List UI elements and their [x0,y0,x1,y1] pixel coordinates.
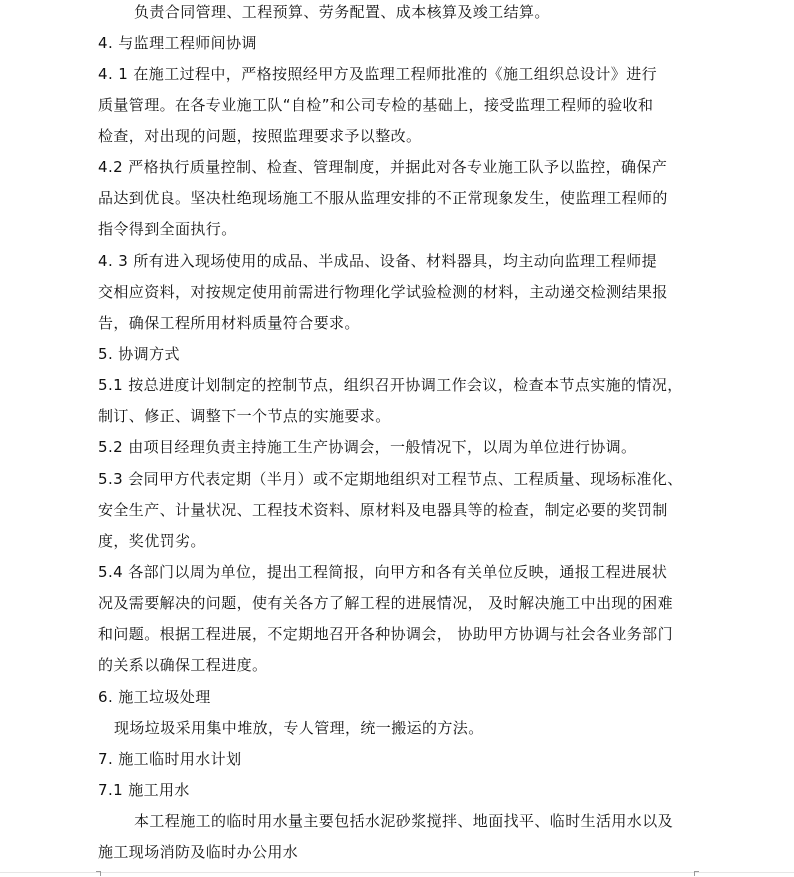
text-line: 4. 1 在施工过程中，严格按照经甲方及监理工程师批准的《施工组织总设计》进行 [98,65,657,83]
crop-mark-bottom-right [694,871,699,876]
text-line: 5.1 按总进度计划制定的控制节点，组织召开协调工作会议，检查本节点实施的情况， [98,376,683,394]
text-line: 本工程施工的临时用水量主要包括水泥砂浆搅拌、地面找平、临时生活用水以及 [134,812,674,830]
text-line: 检查，对出现的问题，按照监理要求予以整改。 [98,127,422,145]
text-line: 的关系以确保工程进度。 [98,656,268,674]
text-line: 安全生产、计量状况、工程技术资料、原材料及电器具等的检查，制定必要的奖罚制 [98,501,668,519]
text-line: 告，确保工程所用材料质量符合要求。 [98,314,360,332]
text-line: 5.3 会同甲方代表定期（半月）或不定期地组织对工程节点、工程质量、现场标准化、 [98,470,683,488]
crop-mark-bottom-left [96,871,101,876]
section-heading: 6. 施工垃圾处理 [98,688,211,706]
text-line: 质量管理。在各专业施工队“自检”和公司专检的基础上，接受监理工程师的验收和 [98,96,654,114]
text-line: 5.4 各部门以周为单位，提出工程简报，向甲方和各有关单位反映，通报工程进展状 [98,563,668,581]
subsection-heading: 7.1 施工用水 [98,781,190,799]
text-line: 和问题。根据工程进展，不定期地召开各种协调会， 协助甲方协调与社会各业务部门 [98,625,673,643]
text-line: 度，奖优罚劣。 [98,532,206,550]
section-heading: 5. 协调方式 [98,345,180,363]
page-edge-divider [0,872,794,873]
text-line: 施工现场消防及临时办公用水 [98,843,299,861]
section-heading: 4. 与监理工程师间协调 [98,34,257,52]
text-line: 4.2 严格执行质量控制、检查、管理制度，并据此对各专业施工队予以监控，确保产 [98,158,668,176]
text-line: 况及需要解决的问题，使有关各方了解工程的进展情况， 及时解决施工中出现的困难 [98,594,673,612]
section-heading: 7. 施工临时用水计划 [98,750,242,768]
text-line: 品达到优良。坚决杜绝现场施工不服从监理安排的不正常现象发生，使监理工程师的 [98,189,668,207]
text-line: 5.2 由项目经理负责主持施工生产协调会，一般情况下，以周为单位进行协调。 [98,438,637,456]
text-line: 指令得到全面执行。 [98,220,237,238]
text-line: 负责合同管理、工程预算、劳务配置、成本核算及竣工结算。 [134,3,550,21]
text-line: 交相应资料，对按规定使用前需进行物理化学试验检测的材料，主动递交检测结果报 [98,283,668,301]
text-line: 4. 3 所有进入现场使用的成品、半成品、设备、材料器具，均主动向监理工程师提 [98,252,657,270]
text-line: 现场垃圾采用集中堆放，专人管理，统一搬运的方法。 [114,719,484,737]
text-line: 制订、修正、调整下一个节点的实施要求。 [98,407,391,425]
